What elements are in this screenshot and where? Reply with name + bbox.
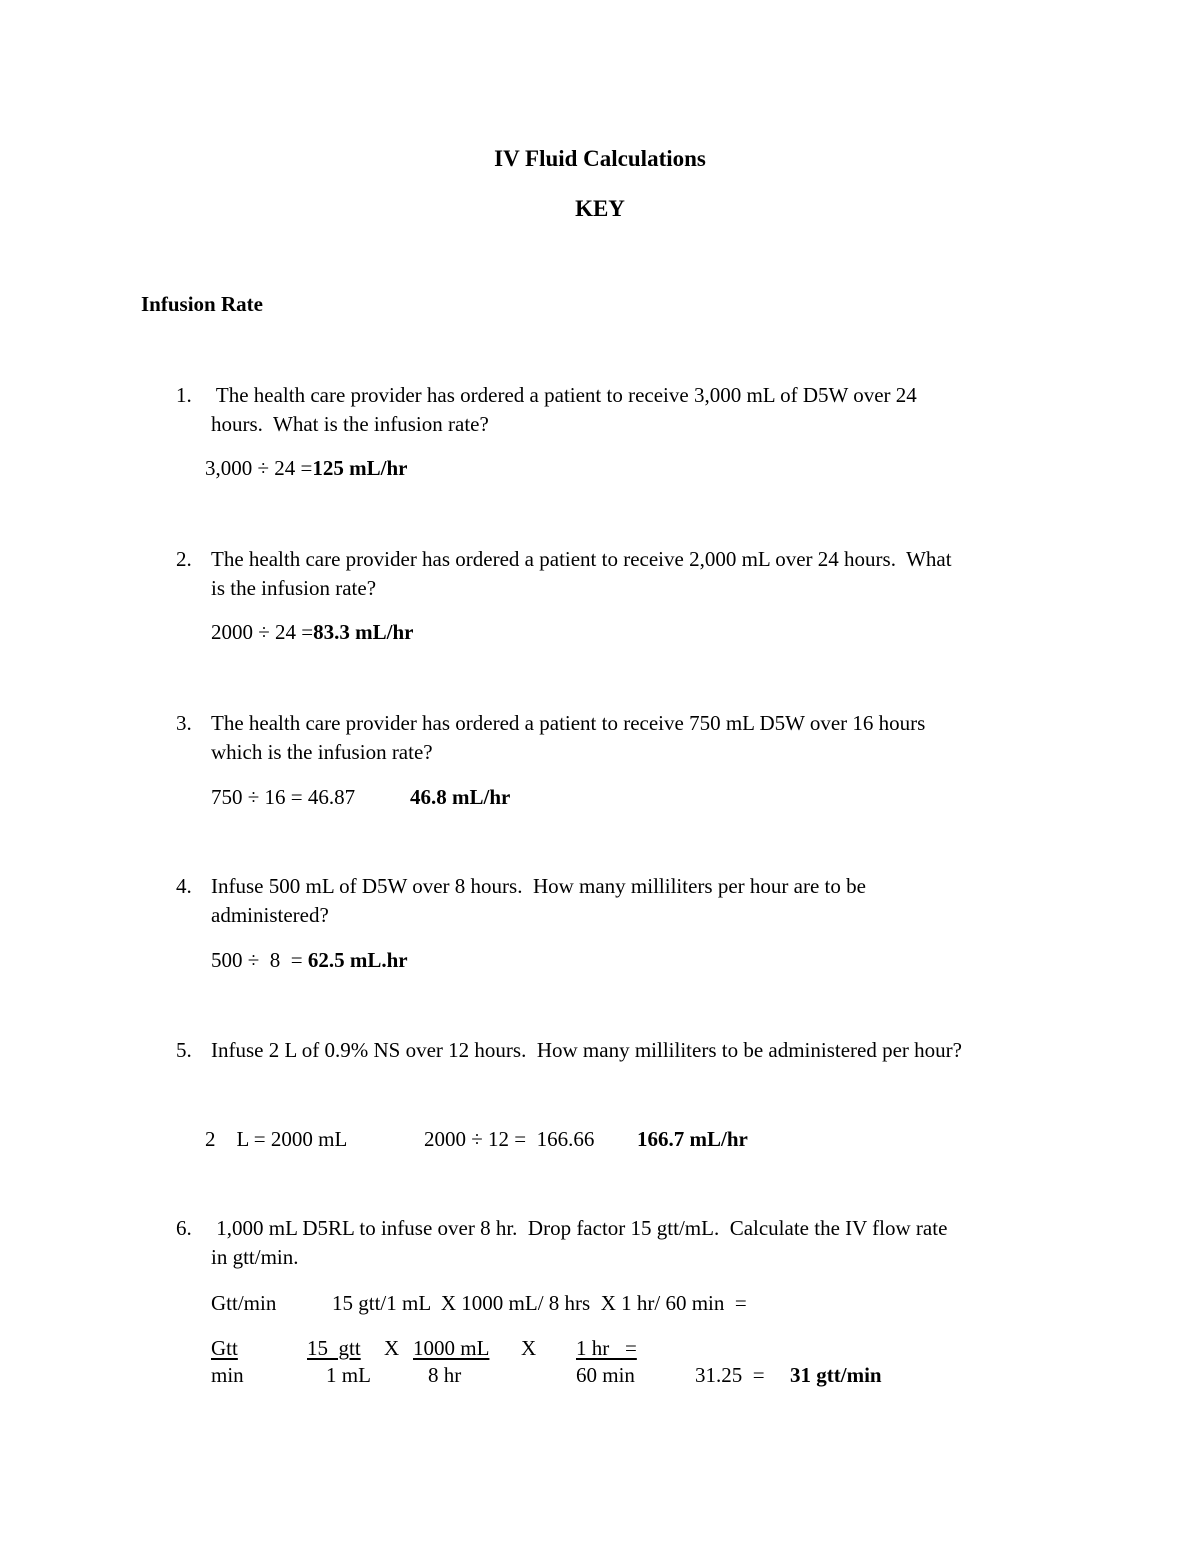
q4-calc: 500 ÷ 8 = bbox=[211, 948, 308, 972]
q6-fraction-a-denominator: 1 mL bbox=[326, 1363, 371, 1387]
q4-calculation bbox=[211, 950, 408, 971]
q6-answer: 31 gtt/min bbox=[790, 1363, 882, 1387]
q3-answer: 46.8 mL/hr bbox=[410, 785, 511, 809]
q1-text-line1: The health care provider has ordered a patient to receive 3,000 mL of D5W over 24 bbox=[211, 383, 917, 407]
q6-result-calc: 31.25 = bbox=[695, 1363, 770, 1387]
q1-number: 1. bbox=[176, 383, 192, 407]
q1-text-line2: hours. What is the infusion rate? bbox=[211, 412, 489, 436]
q6-number: 6. bbox=[176, 1216, 192, 1240]
q4-text-line1: Infuse 500 mL of D5W over 8 hours. How many milliliters per hour are to be bbox=[211, 874, 866, 898]
q2-calculation bbox=[211, 622, 413, 643]
q6-fraction-gtt-denominator: min bbox=[211, 1363, 244, 1387]
q5-conversion: 2 L = 2000 mL bbox=[205, 1127, 348, 1151]
q2-text-line2: is the infusion rate? bbox=[211, 576, 377, 600]
q5-answer: 166.7 mL/hr bbox=[637, 1127, 748, 1151]
q2-number: 2. bbox=[176, 547, 192, 571]
q6-fraction-b-numerator: 1000 mL bbox=[413, 1336, 490, 1360]
q2-text-line1: The health care provider has ordered a patient to receive 2,000 mL over 24 hours. What bbox=[211, 547, 952, 571]
q3-calc: 750 ÷ 16 = 46.87 bbox=[211, 785, 356, 809]
document-title: IV Fluid Calculations bbox=[494, 146, 706, 171]
q6-fraction-gtt-numerator: Gtt bbox=[211, 1336, 238, 1360]
q4-text-line2: administered? bbox=[211, 903, 329, 927]
q2-answer: 83.3 mL/hr bbox=[313, 620, 414, 644]
q6-fraction-c-denominator: 60 min bbox=[576, 1363, 635, 1387]
q1-calc: 3,000 ÷ 24 = bbox=[205, 456, 313, 480]
q5-calc: 2000 ÷ 12 = 166.66 bbox=[424, 1127, 595, 1151]
q6-formula: 15 gtt/1 mL X 1000 mL/ 8 hrs X 1 hr/ 60 min = bbox=[332, 1291, 747, 1315]
q3-number: 3. bbox=[176, 711, 192, 735]
q1-answer: 125 mL/hr bbox=[312, 456, 408, 480]
q4-number: 4. bbox=[176, 874, 192, 898]
q3-text-line1: The health care provider has ordered a patient to receive 750 mL D5W over 16 hours bbox=[211, 711, 926, 735]
q6-fraction-b-denominator: 8 hr bbox=[428, 1363, 462, 1387]
q6-text-line2: in gtt/min. bbox=[211, 1245, 299, 1269]
q3-text-line2: which is the infusion rate? bbox=[211, 740, 433, 764]
q1-calculation bbox=[205, 458, 407, 479]
section-heading: Infusion Rate bbox=[141, 292, 263, 316]
q2-calc: 2000 ÷ 24 = bbox=[211, 620, 314, 644]
q6-fraction-a-numerator: 15 gtt bbox=[307, 1336, 361, 1360]
document-subtitle: KEY bbox=[575, 196, 625, 221]
q6-text-line1: 1,000 mL D5RL to infuse over 8 hr. Drop factor 15 gtt/mL. Calculate the IV flow rate bbox=[211, 1216, 948, 1240]
q4-answer: 62.5 mL.hr bbox=[307, 948, 408, 972]
q5-text-line1: Infuse 2 L of 0.9% NS over 12 hours. How many milliliters to be administered per hour? bbox=[211, 1038, 962, 1062]
q6-times-1: X bbox=[384, 1336, 400, 1360]
q6-formula-label: Gtt/min bbox=[211, 1291, 277, 1315]
q6-fraction-c-numerator: 1 hr = bbox=[576, 1336, 637, 1360]
q6-times-2: X bbox=[521, 1336, 537, 1360]
q5-number: 5. bbox=[176, 1038, 192, 1062]
